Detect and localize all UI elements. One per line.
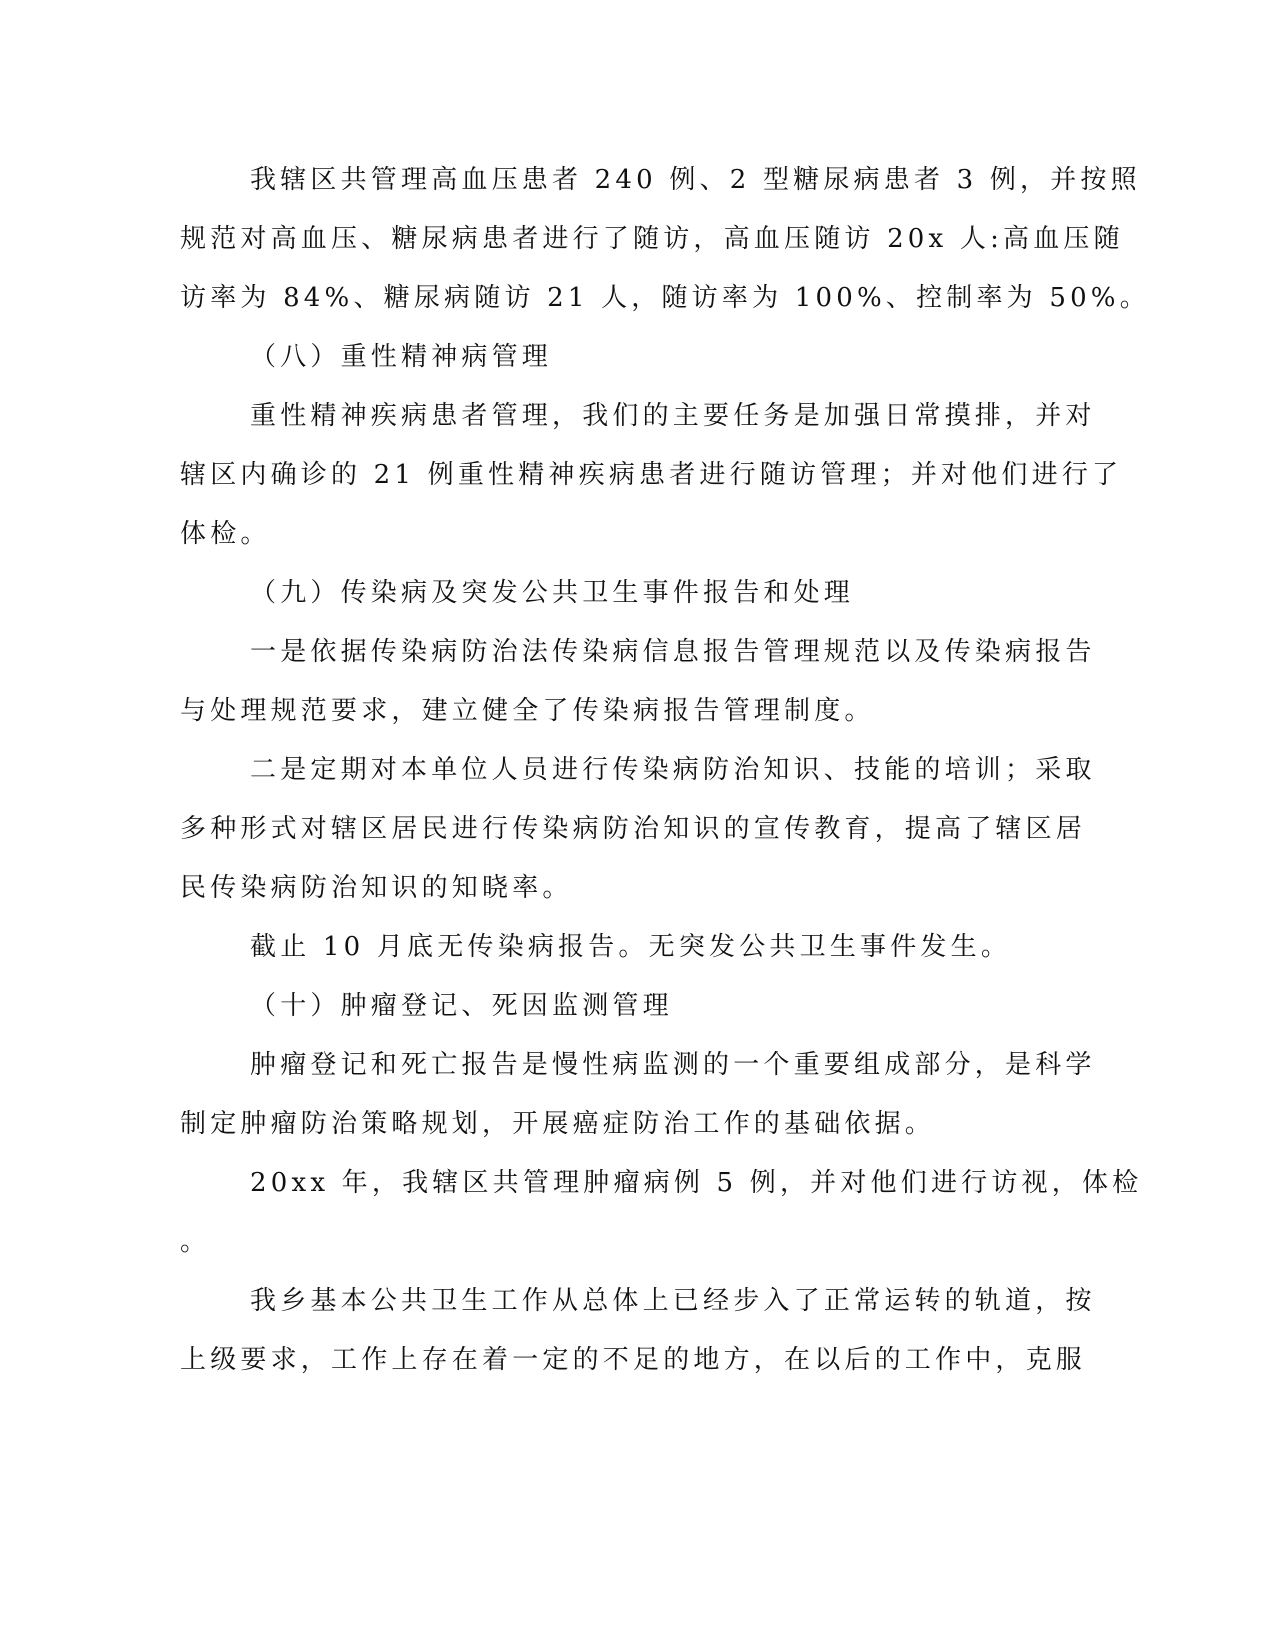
paragraph-line: 多种形式对辖区居民进行传染病防治知识的宣传教育，提高了辖区居 bbox=[180, 814, 1087, 844]
paragraph-line: 规范对高血压、糖尿病患者进行了随访，高血压随访 20x 人:高血压随 bbox=[180, 224, 1124, 254]
paragraph-line: 与处理规范要求，建立健全了传染病报告管理制度。 bbox=[180, 696, 875, 726]
paragraph-line: 制定肿瘤防治策略规划，开展癌症防治工作的基础依据。 bbox=[180, 1109, 936, 1139]
paragraph-line: 20xx 年，我辖区共管理肿瘤病例 5 例，并对他们进行访视，体检 bbox=[250, 1168, 1143, 1198]
paragraph-line: 肿瘤登记和死亡报告是慢性病监测的一个重要组成部分，是科学 bbox=[250, 1050, 1096, 1080]
paragraph-line: 我辖区共管理高血压患者 240 例、2 型糖尿病患者 3 例，并按照 bbox=[250, 165, 1141, 195]
paragraph-line: 民传染病防治知识的知晓率。 bbox=[180, 873, 573, 903]
paragraph-line: 我乡基本公共卫生工作从总体上已经步入了正常运转的轨道，按 bbox=[250, 1286, 1096, 1316]
section-heading: （十）肿瘤登记、死因监测管理 bbox=[250, 991, 673, 1021]
section-heading: （九）传染病及突发公共卫生事件报告和处理 bbox=[250, 578, 855, 608]
paragraph-line: 上级要求，工作上存在着一定的不足的地方，在以后的工作中，克服 bbox=[180, 1345, 1087, 1375]
paragraph-line: 体检。 bbox=[180, 519, 271, 549]
paragraph-line: 辖区内确诊的 21 例重性精神疾病患者进行随访管理；并对他们进行了 bbox=[180, 460, 1123, 490]
paragraph-line: 。 bbox=[180, 1227, 211, 1257]
section-heading: （八）重性精神病管理 bbox=[250, 342, 553, 372]
paragraph-line: 重性精神疾病患者管理，我们的主要任务是加强日常摸排，并对 bbox=[250, 401, 1096, 431]
paragraph-line: 访率为 84%、糖尿病随访 21 人，随访率为 100%、控制率为 50%。 bbox=[180, 283, 1150, 313]
paragraph-line: 一是依据传染病防治法传染病信息报告管理规范以及传染病报告 bbox=[250, 637, 1096, 667]
paragraph-line: 截止 10 月底无传染病报告。无突发公共卫生事件发生。 bbox=[250, 932, 1012, 962]
paragraph-line: 二是定期对本单位人员进行传染病防治知识、技能的培训；采取 bbox=[250, 755, 1096, 785]
